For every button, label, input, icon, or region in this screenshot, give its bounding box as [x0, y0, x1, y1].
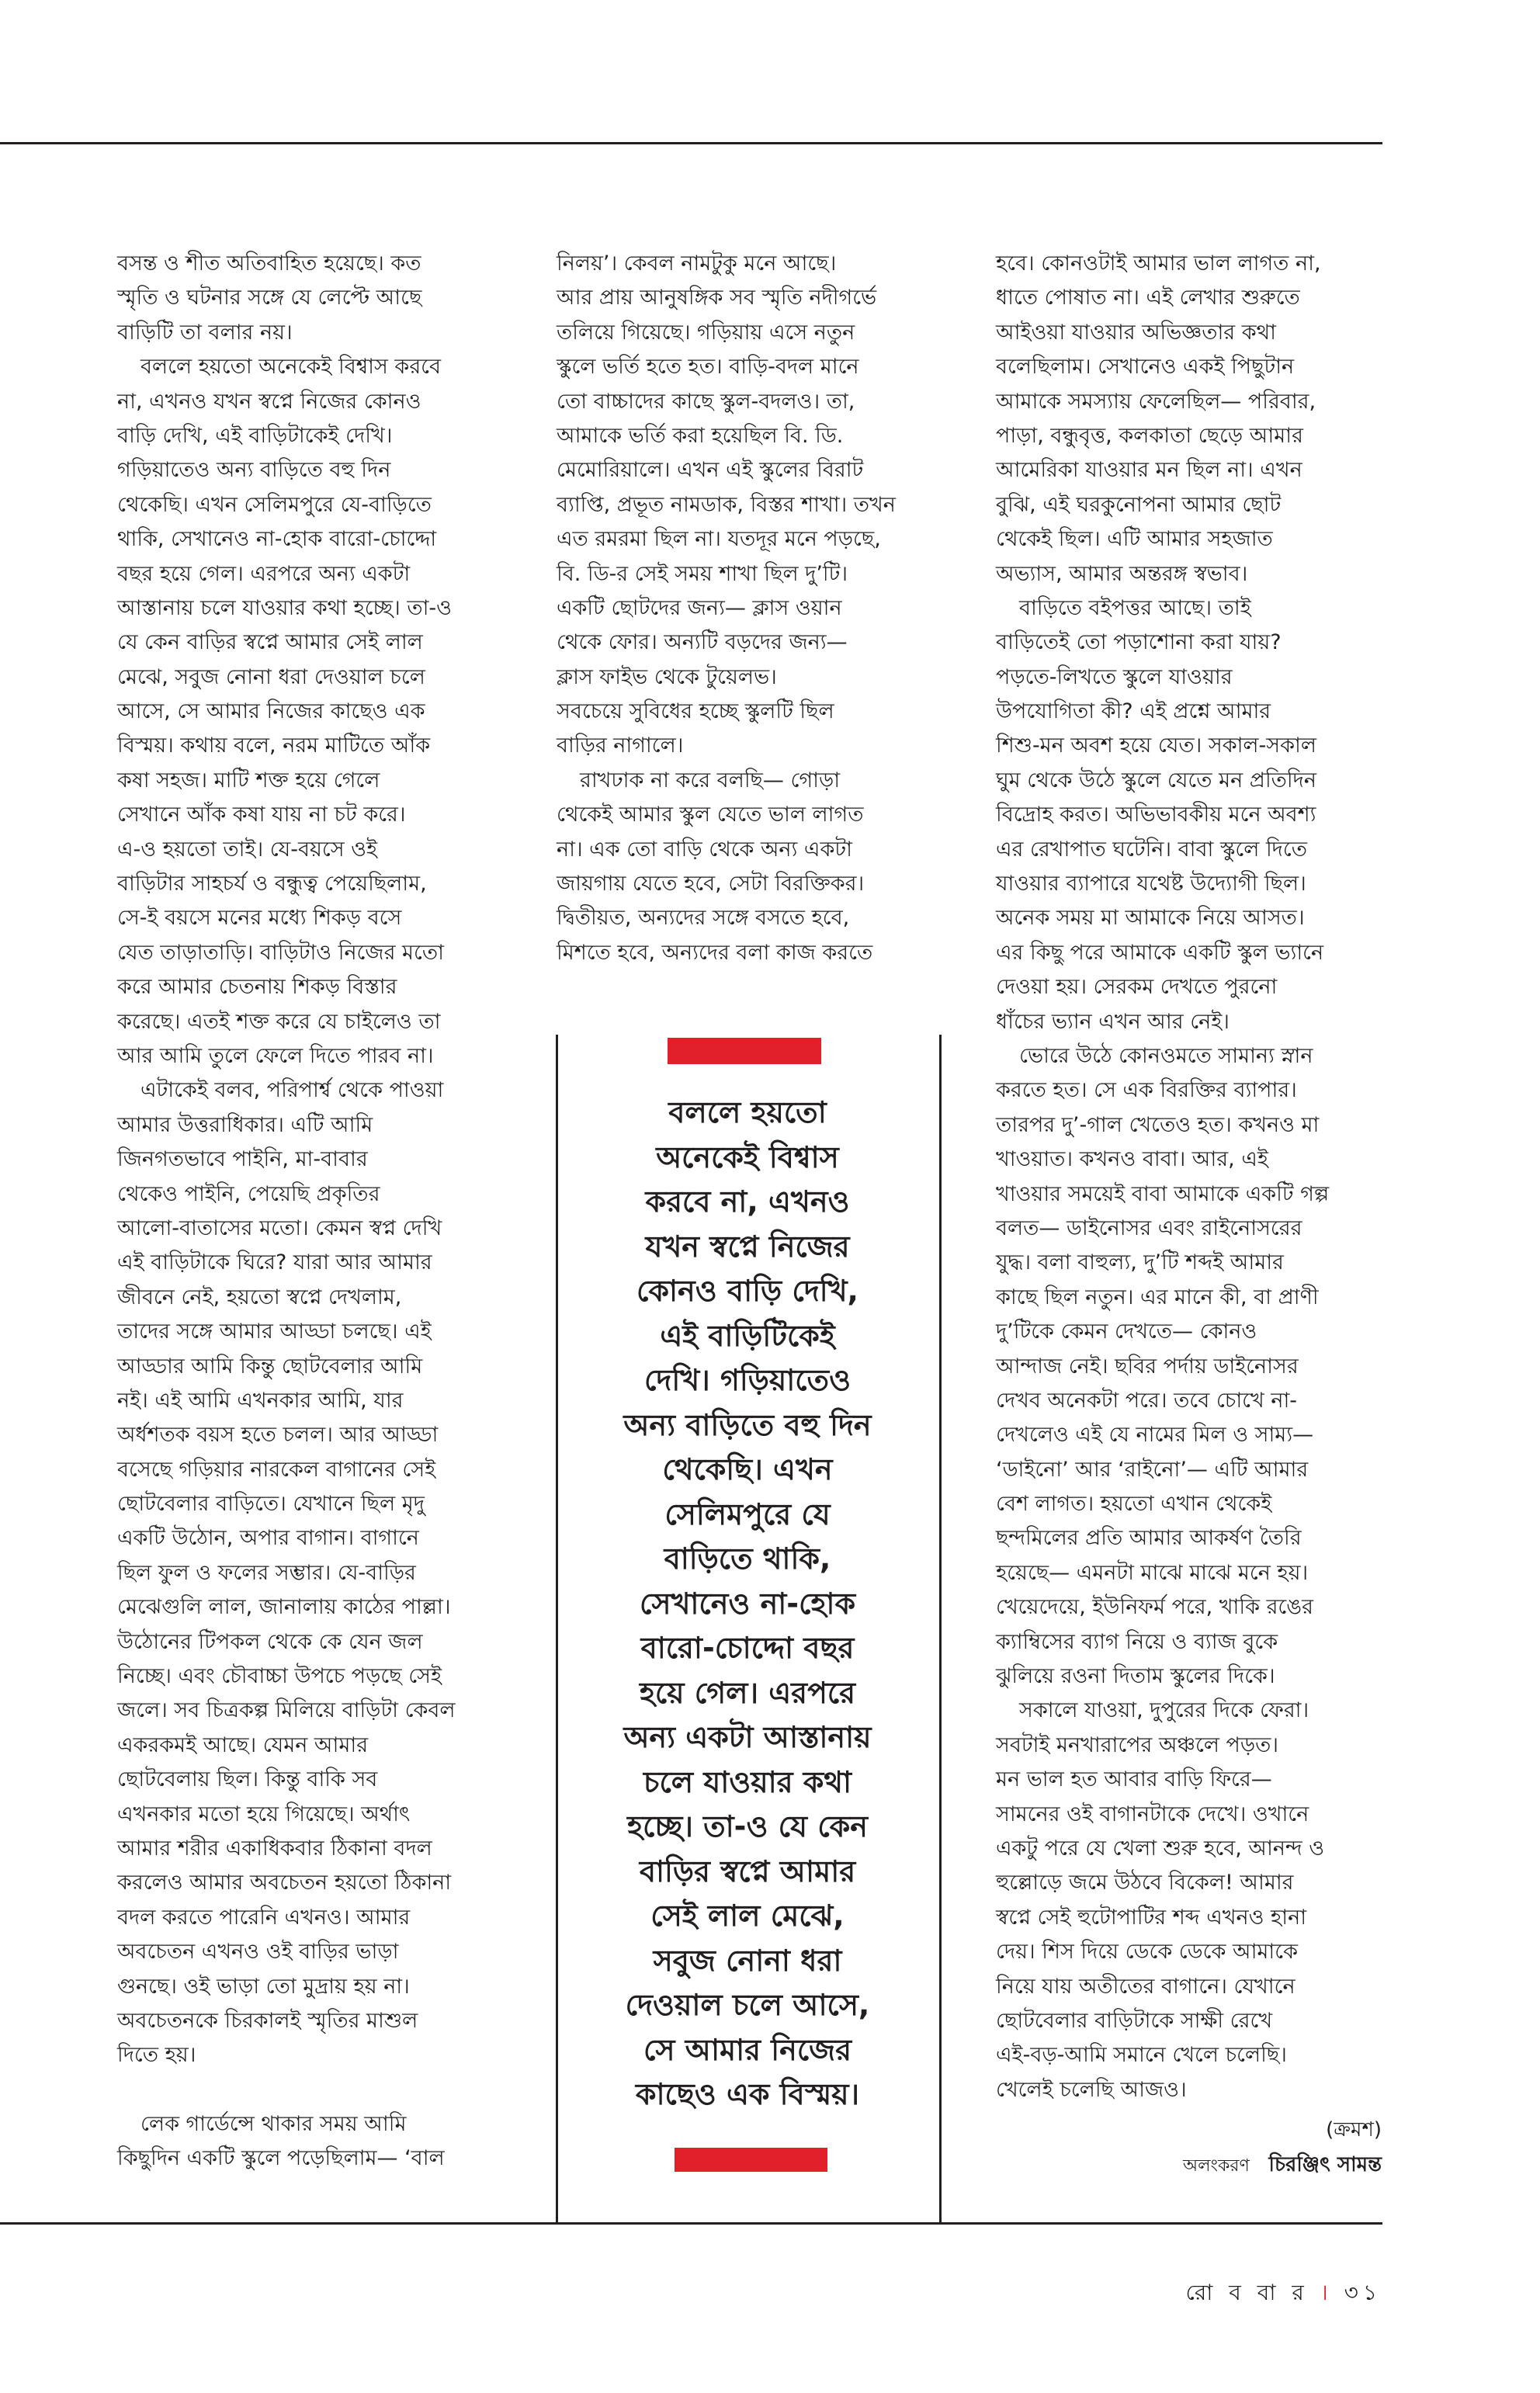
text-line: অবচেতনকে চিরকালই স্মৃতির মাশুল: [117, 2008, 418, 2033]
pull-quote-line: সেই লাল মেঝে,: [650, 1899, 845, 1933]
text-line: না। এক তো বাড়ি থেকে অন্য একটা: [557, 837, 852, 862]
text-line: রাখঢাক না করে বলছি— গোড়া: [580, 768, 841, 792]
text-line: লেক গার্ডেন্সে থাকার সময় আমি: [140, 2112, 407, 2137]
pull-quote-line: এই বাড়িটিকেই: [660, 1318, 835, 1353]
text-line: খেলেই চলেছি আজও।: [996, 2077, 1187, 2102]
text-line: তো বাচ্চাদের কাছে স্কুল-বদলও। তা,: [557, 389, 855, 414]
text-line: আমার শরীর একাধিকবার ঠিকানা বদল: [117, 1836, 432, 1861]
text-line: এত রমরমা ছিল না। যতদূর মনে পড়ছে,: [557, 527, 881, 552]
text-line: আলো-বাতাসের মতো। কেমন স্বপ্ন দেখি: [117, 1216, 442, 1240]
text-line: কিছুদিন একটি স্কুলে পড়েছিলাম— ‘বাল: [117, 2146, 445, 2171]
text-line: হুল্লোড়ে জমে উঠবে বিকেল! আমার: [996, 1871, 1294, 1895]
text-line: স্মৃতি ও ঘটনার সঙ্গে যে লেপ্টে আছে: [117, 286, 422, 310]
text-line: সেখানে আঁক কষা যায় না চট করে।: [117, 803, 406, 827]
text-line: জায়গায় যেতে হবে, সেটা বিরক্তিকর।: [557, 872, 865, 897]
article-column-3: [996, 247, 1382, 2107]
text-line: সকালে যাওয়া, দুপুরের দিকে ফেরা।: [1019, 1698, 1309, 1723]
text-line: ভোরে উঠে কোনওমতে সামান্য স্নান: [1019, 1043, 1313, 1068]
text-line: অনেক সময় মা আমাকে নিয়ে আসত।: [996, 906, 1305, 931]
pull-quote-line: যখন স্বপ্নে নিজের: [645, 1229, 850, 1264]
text-line: কাছে ছিল নতুন। এর মানে কী, বা প্রাণী: [996, 1285, 1319, 1309]
pull-quote-line: থেকেছি। এখন: [662, 1452, 833, 1486]
text-line: নিচ্ছে। এবং চৌবাচ্চা উপচে পড়ছে সেই: [117, 1664, 442, 1689]
text-line: আর আমি তুলে ফেলে দিতে পারব না।: [117, 1043, 434, 1068]
text-line: গড়িয়াতেও অন্য বাড়িতে বহু দিন: [117, 458, 391, 483]
pull-quote-line: বললে হয়তো: [668, 1095, 827, 1129]
text-line: কষা সহজ। মাটি শক্ত হয়ে গেলে: [117, 768, 380, 792]
text-line: বললে হয়তো অনেকেই বিশ্বাস করবে: [140, 355, 442, 380]
text-line: হবে। কোনওটাই আমার ভাল লাগত না,: [996, 251, 1321, 276]
text-line: যে কেন বাড়ির স্বপ্নে আমার সেই লাল: [117, 630, 423, 655]
text-line: স্বপ্নে সেই হুটোপাটির শব্দ এখনও হানা: [996, 1905, 1307, 1930]
text-line: বসেছে গড়িয়ার নারকেল বাগানের সেই: [117, 1457, 436, 1482]
text-line: গুনছে। ওই ভাড়া তো মুদ্রায় হয় না।: [117, 1974, 410, 1999]
text-line: দেয়। শিস দিয়ে ডেকে ডেকে আমাকে: [996, 1940, 1298, 1965]
text-line: ছন্দমিলের প্রতি আমার আকর্ষণ তৈরি: [996, 1526, 1302, 1551]
text-line: বসন্ত ও শীত অতিবাহিত হয়েছে। কত: [117, 251, 421, 276]
pull-quote-line: সেখানেও না-হোক: [639, 1586, 856, 1621]
text-line: মিশতে হবে, অন্যদের বলা কাজ করতে: [557, 940, 873, 965]
text-line: বাড়ির নাগালে।: [557, 734, 684, 758]
text-line: দু’টিকে কেমন দেখতে— কোনও: [996, 1320, 1257, 1344]
text-line: মন ভাল হত আবার বাড়ি ফিরে—: [996, 1767, 1272, 1792]
text-line: নই। এই আমি এখনকার আমি, যার: [117, 1388, 404, 1413]
text-line: থেকে ফোর। অন্যটি বড়দের জন্য—: [557, 630, 848, 655]
text-line: ধাতে পোষাত না। এই লেখার শুরুতে: [996, 286, 1300, 310]
text-line: থেকেই ছিল। এটি আমার সহজাত: [996, 527, 1273, 552]
text-line: সামনের ওই বাগানটাকে দেখে। ওখানে: [996, 1802, 1309, 1826]
page-number: ৩১: [1344, 2280, 1382, 2305]
pull-quote-line: বাড়িতে থাকি,: [664, 1542, 831, 1576]
text-line: এই বাড়িটাকে ঘিরে? যারা আর আমার: [117, 1250, 432, 1275]
text-line: থাকি, সেখানেও না-হোক বারো-চোদ্দো: [117, 527, 437, 552]
text-line: ক্যাম্বিসের ব্যাগ নিয়ে ও ব্যাজ বুকে: [996, 1629, 1278, 1654]
text-line: নিয়ে যায় অতীতের বাগানে। যেখানে: [996, 1974, 1295, 1999]
pull-quote-line: বারো-চোদ্দো বছর: [640, 1631, 855, 1665]
page-footer: [1186, 2276, 1382, 2312]
pull-quote-line: সবুজ নোনা ধরা: [653, 1943, 842, 1978]
pull-quote-line: করবে না, এখনও: [645, 1184, 850, 1219]
text-line: শিশু-মন অবশ হয়ে যেত। সকাল-সকাল: [996, 734, 1316, 758]
pull-quote-line: অনেকেই বিশ্বাস: [656, 1139, 839, 1174]
text-line: একটু পরে যে খেলা শুরু হবে, আনন্দ ও: [996, 1836, 1325, 1861]
text-line: আস্তানায় চলে যাওয়ার কথা হচ্ছে। তা-ও: [117, 595, 453, 620]
text-line: ছোটবেলার বাড়িতে। যেখানে ছিল মৃদু: [117, 1492, 425, 1517]
pull-quote-right-rule: [939, 1035, 942, 2223]
text-line: সবটাই মনখারাপের অঞ্চলে পড়ত।: [996, 1732, 1279, 1757]
text-line: আমেরিকা যাওয়ার মন ছিল না। এখন: [996, 458, 1302, 483]
text-line: বলত— ডাইনোসর এবং রাইনোসরের: [996, 1216, 1302, 1240]
text-line: তাদের সঙ্গে আমার আড্ডা চলছে। এই: [117, 1320, 432, 1344]
pull-quote-line: কোনও বাড়ি দেখি,: [636, 1274, 858, 1308]
text-line: বাড়িতে বইপত্তর আছে। তাই: [1019, 595, 1251, 620]
footer-separator: ।: [1320, 2280, 1333, 2305]
text-line: থেকেই আমার স্কুল যেতে ভাল লাগত: [557, 803, 864, 827]
text-line: বলেছিলাম। সেখানেও একই পিছুটান: [996, 355, 1295, 380]
text-line: করলেও আমার অবচেতন হয়তো ঠিকানা: [117, 1871, 452, 1895]
text-line: খাওয়ার সময়েই বাবা আমাকে একটি গল্প: [996, 1181, 1330, 1206]
text-line: খেয়েদেয়ে, ইউনিফর্ম পরে, খাকি রঙের: [996, 1595, 1313, 1620]
text-line: জীবনে নেই, হয়তো স্বপ্নে দেখলাম,: [117, 1285, 402, 1309]
pull-quote: [567, 1091, 928, 2117]
text-line: অবচেতন এখনও ওই বাড়ির ভাড়া: [117, 1940, 399, 1965]
text-line: ঝুলিয়ে রওনা দিতাম স্কুলের দিকে।: [996, 1664, 1275, 1689]
text-line: একরকমই আছে। যেমন আমার: [117, 1732, 369, 1757]
pull-quote-line: হচ্ছে। তা-ও যে কেন: [627, 1809, 868, 1843]
text-line: নিলয়’। কেবল নামটুকু মনে আছে।: [557, 251, 837, 276]
text-line: এর কিছু পরে আমাকে একটি স্কুল ভ্যানে: [996, 940, 1324, 965]
text-line: জলে। সব চিত্রকল্প মিলিয়ে বাড়িটা কেবল: [117, 1698, 456, 1723]
text-line: স্কুলে ভর্তি হতে হত। বাড়ি-বদল মানে: [557, 355, 859, 380]
text-line: আর প্রায় আনুষঙ্গিক সব স্মৃতি নদীগর্ভে: [557, 286, 877, 310]
text-line: করে আমার চেতনায় শিকড় বিস্তার: [117, 975, 397, 1000]
text-line: ছোটবেলায় ছিল। কিন্তু বাকি সব: [117, 1767, 378, 1792]
pull-quote-line: দেওয়াল চলে আসে,: [625, 1988, 870, 2022]
pull-quote-left-rule: [556, 1035, 558, 2223]
credit-name: চিরঞ্জিৎ সামন্ত: [1268, 2153, 1382, 2176]
text-line: উঠোনের টিপকল থেকে কে যেন জল: [117, 1629, 423, 1654]
text-line: জিনগতভাবে পাইনি, মা-বাবার: [117, 1147, 368, 1172]
text-line: এ-ও হয়তো তাই। যে-বয়সে ওই: [117, 837, 378, 862]
text-line: আমাকে ভর্তি করা হয়েছিল বি. ডি.: [557, 423, 844, 448]
text-line: সবচেয়ে সুবিধের হচ্ছে স্কুলটি ছিল: [557, 699, 834, 724]
pull-quote-line: দেখি। গড়িয়াতেও: [643, 1363, 852, 1397]
text-line: পাড়া, বন্ধুবৃত্ত, কলকাতা ছেড়ে আমার: [996, 423, 1303, 448]
paragraph-gap: [117, 2073, 505, 2107]
text-line: বাড়ি দেখি, এই বাড়িটাকেই দেখি।: [117, 423, 393, 448]
text-line: আড্ডার আমি কিন্তু ছোটবেলার আমি: [117, 1354, 423, 1379]
text-line: করতে হত। সে এক বিরক্তির ব্যাপার।: [996, 1078, 1297, 1103]
text-line: বিদ্রোহ করত। অভিভাবকীয় মনে অবশ্য: [996, 803, 1316, 827]
text-line: এর রেখাপাত ঘটেনি। বাবা স্কুলে দিতে: [996, 837, 1307, 862]
text-line: যেত তাড়াতাড়ি। বাড়িটাও নিজের মতো: [117, 940, 444, 965]
pull-quote-line: অন্য বাড়িতে বহু দিন: [623, 1407, 872, 1442]
text-line: থেকেও পাইনি, পেয়েছি প্রকৃতির: [117, 1181, 380, 1206]
text-line: অভ্যাস, আমার অন্তরঙ্গ স্বভাব।: [996, 561, 1248, 586]
text-line: দ্বিতীয়ত, অন্যদের সঙ্গে বসতে হবে,: [557, 906, 850, 931]
pull-quote-line: সেলিমপুরে যে: [664, 1496, 831, 1531]
text-line: বি. ডি-র সেই সময় শাখা ছিল দু’টি।: [557, 561, 848, 586]
bottom-rule: [0, 2222, 1382, 2225]
text-line: থেকেছি। এখন সেলিমপুরে যে-বাড়িতে: [117, 492, 432, 517]
text-line: ছিল ফুল ও ফলের সম্ভার। যে-বাড়ির: [117, 1560, 416, 1585]
text-line: আইওয়া যাওয়ার অভিজ্ঞতার কথা: [996, 320, 1276, 345]
pull-quote-line: বাড়ির স্বপ্নে আমার: [639, 1854, 856, 1888]
text-line: খাওয়াত। কখনও বাবা। আর, এই: [996, 1147, 1268, 1172]
continued-label: (ক্রমশ): [1326, 2118, 1382, 2142]
text-line: বাড়িটি তা বলার নয়।: [117, 320, 293, 345]
text-line: বদল করতে পারেনি এখনও। আমার: [117, 1905, 411, 1930]
text-line: ক্লাস ফাইভ থেকে টুয়েলভ।: [557, 664, 777, 689]
text-line: এটাকেই বলব, পরিপার্শ্ব থেকে পাওয়া: [140, 1078, 444, 1103]
text-line: বাড়িটার সাহচর্য ও বন্ধুত্ব পেয়েছিলাম,: [117, 872, 427, 897]
pull-quote-bottom-bar: [675, 2148, 827, 2172]
text-line: এখনকার মতো হয়ে গিয়েছে। অর্থাৎ: [117, 1802, 411, 1826]
text-line: আন্দাজ নেই। ছবির পর্দায় ডাইনোসর: [996, 1354, 1299, 1379]
text-line: মেঝে, সবুজ নোনা ধরা দেওয়াল চলে: [117, 664, 425, 689]
top-rule: [0, 142, 1382, 144]
text-line: এই-বড়-আমি সমানে খেলে চলেছি।: [996, 2043, 1287, 2068]
article-column-2: [557, 247, 926, 970]
text-line: তলিয়ে গিয়েছে। গড়িয়ায় এসে নতুন: [557, 320, 855, 345]
text-line: দেখব অনেকটা পরে। তবে চোখে না-: [996, 1388, 1298, 1413]
text-line: বেশ লাগত। হয়তো এখান থেকেই: [996, 1492, 1272, 1517]
article-column-1: [117, 247, 505, 2176]
text-line: একটি ছোটদের জন্য— ক্লাস ওয়ান: [557, 595, 842, 620]
text-line: দেওয়া হয়। সেরকম দেখতে পুরনো: [996, 975, 1278, 1000]
pull-quote-line: কাছেও এক বিস্ময়।: [635, 2077, 860, 2111]
text-line: ঘুম থেকে উঠে স্কুলে যেতে মন প্রতিদিন: [996, 768, 1316, 792]
pull-quote-line: হয়ে গেল। এরপরে: [639, 1675, 856, 1710]
text-line: বুঝি, এই ঘরকুনোপনা আমার ছোট: [996, 492, 1282, 517]
text-line: আমার উত্তরাধিকার। এটি আমি: [117, 1112, 373, 1137]
text-line: যাওয়ার ব্যাপারে যথেষ্ট উদ্যোগী ছিল।: [996, 872, 1306, 897]
illustration-credit: [1183, 2148, 1382, 2183]
pull-quote-top-bar: [668, 1038, 821, 1064]
text-line: অর্ধশতক বয়স হতে চলল। আর আড্ডা: [117, 1423, 439, 1448]
text-line: সে-ই বয়সে মনের মধ্যে শিকড় বসে: [117, 906, 402, 931]
text-line: দিতে হয়।: [117, 2043, 196, 2068]
text-line: দেখলেও এই যে নামের মিল ও সাম্য—: [996, 1423, 1314, 1448]
credit-label: অলংকরণ: [1183, 2156, 1250, 2176]
text-line: উপযোগিতা কী? এই প্রশ্নে আমার: [996, 699, 1271, 724]
text-line: বছর হয়ে গেল। এরপরে অন্য একটা: [117, 561, 411, 586]
pull-quote-line: অন্য একটা আস্তানায়: [623, 1720, 872, 1754]
pull-quote-line: সে আমার নিজের: [643, 2032, 852, 2067]
text-line: ব্যাপ্তি, প্রভূত নামডাক, বিস্তর শাখা। তখন: [557, 492, 896, 517]
text-line: মেঝেগুলি লাল, জানালায় কাঠের পাল্লা।: [117, 1595, 451, 1620]
text-line: বিস্ময়। কথায় বলে, নরম মাটিতে আঁক: [117, 734, 431, 758]
text-line: করেছে। এতই শক্ত করে যে চাইলেও তা: [117, 1009, 441, 1034]
text-line: মেমোরিয়ালে। এখন এই স্কুলের বিরাট: [557, 458, 864, 483]
text-line: ‘ডাইনো’ আর ‘রাইনো’— এটি আমার: [996, 1457, 1309, 1482]
magazine-name: রো ব বা র: [1185, 2280, 1309, 2305]
text-line: ধাঁচের ভ্যান এখন আর নেই।: [996, 1009, 1230, 1034]
text-line: আমাকে সমস্যায় ফেলেছিল— পরিবার,: [996, 389, 1316, 414]
text-line: ছোটবেলার বাড়িটাকে সাক্ষী রেখে: [996, 2008, 1273, 2033]
text-line: পড়তে-লিখতে স্কুলে যাওয়ার: [996, 664, 1233, 689]
text-line: হয়েছে— এমনটা মাঝে মাঝে মনে হয়।: [996, 1560, 1309, 1585]
text-line: আসে, সে আমার নিজের কাছেও এক: [117, 699, 425, 724]
text-line: যুদ্ধ। বলা বাহুল্য, দু’টি শব্দই আমার: [996, 1250, 1284, 1275]
text-line: তারপর দু’-গাল খেতেও হত। কখনও মা: [996, 1112, 1320, 1137]
text-line: না, এখনও যখন স্বপ্নে নিজের কোনও: [117, 389, 421, 414]
pull-quote-line: চলে যাওয়ার কথা: [643, 1764, 852, 1799]
text-line: একটি উঠোন, অপার বাগান। বাগানে: [117, 1526, 419, 1551]
text-line: বাড়িতেই তো পড়াশোনা করা যায়?: [996, 630, 1282, 655]
